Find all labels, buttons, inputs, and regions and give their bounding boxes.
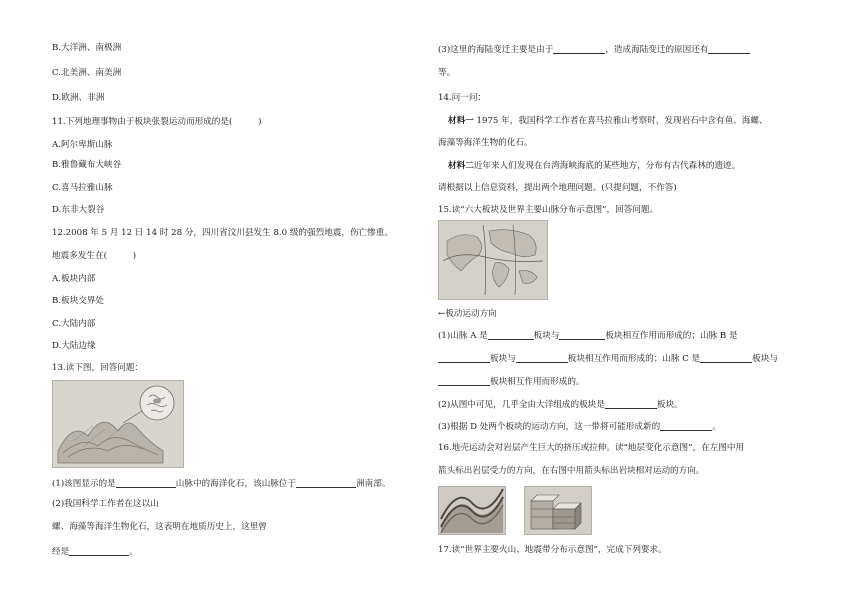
- q14-ask: 请根据以上信息资料，提出两个地理问题。(只提问题，不作答): [438, 183, 677, 193]
- q14-material-1: 材料一 1975 年，我国科学工作者在喜马拉雅山考察时，发现岩石中含有鱼、海螺、: [448, 116, 768, 126]
- q10-option-b: B.大洋洲、南极洲: [52, 43, 122, 53]
- q13-fossil-figure: [52, 380, 184, 468]
- answer-blank[interactable]: [69, 546, 129, 556]
- q15-sub1-line2: 板块与 板块相互作用而形成的；山脉 C 是 板块与: [438, 353, 778, 364]
- q13-sub2-line3: 经是 。: [52, 547, 138, 557]
- q15-plate-map-figure: [438, 220, 548, 300]
- q12-stem-line1: 12.2008 年 5 月 12 日 14 时 28 分，四川省汶川县发生 8.0 级的强烈地震，伤亡惨重。: [52, 228, 393, 238]
- fold-strata-drawing: [439, 487, 505, 534]
- fault-block-drawing: [525, 487, 591, 534]
- answer-blank[interactable]: [438, 353, 490, 363]
- q15-legend: ←板动运动方向: [438, 309, 497, 319]
- q11-option-d: D.东非大裂谷: [52, 205, 105, 215]
- q10-option-d: D.欧洲、非洲: [52, 93, 105, 103]
- answer-blank[interactable]: [116, 478, 176, 488]
- q13-sub3-line2: 等。: [438, 68, 456, 78]
- answer-blank[interactable]: [553, 44, 605, 54]
- q13-sub3-line1: (3)这里的海陆变迁主要是由于 ，造成海陆变迁的原因还有: [438, 44, 750, 55]
- answer-blank[interactable]: [296, 478, 356, 488]
- q14-stem: 14.问一问：: [438, 93, 487, 103]
- q10-option-c: C.北美洲、南美洲: [52, 68, 122, 78]
- q15-sub1-line1: (1)山脉 A 是 板块与 板块相互作用而形成的；山脉 B 是: [438, 331, 738, 341]
- q16-fault-figure: [524, 486, 592, 535]
- q14-material-1-line2: 海藻等海洋生物的化石。: [438, 138, 533, 148]
- q15-sub3: (3)根据 D 处两个板块的运动方向，这一带将可能形成新的 。: [438, 422, 721, 432]
- q16-line2: 箭头标出岩层受力的方向，在右图中用箭头标出岩块相对运动的方向。: [438, 466, 705, 476]
- fossil-mountain-drawing: [53, 381, 183, 467]
- q16-fold-figure: [438, 486, 506, 535]
- q12-option-b: B.板块交界处: [52, 296, 105, 306]
- q16-line1: 16.地壳运动会对岩层产生巨大的挤压或拉伸。读“地层变化示意图”，在左图中用: [438, 443, 745, 453]
- q17-stem: 17.读“世界主要火山、地震带分布示意图”，完成下列要求。: [438, 545, 667, 555]
- q13-sub1: (1)该图显示的是 山脉中的海洋化石，该山脉位于 洲南部。: [52, 479, 391, 489]
- answer-blank[interactable]: [605, 399, 657, 409]
- answer-blank[interactable]: [516, 353, 568, 363]
- answer-blank[interactable]: [660, 421, 712, 431]
- answer-blank[interactable]: [488, 330, 534, 340]
- answer-blank[interactable]: [700, 353, 752, 363]
- q11-option-c: C.喜马拉雅山脉: [52, 183, 113, 193]
- answer-blank[interactable]: [559, 330, 605, 340]
- q11-stem: 11.下列地理事物由于板块张裂运动而形成的是( ): [52, 117, 262, 127]
- q14-material-2: 材料二近年来人们发现在台湾海峡海底的某些地方，分布有古代森林的遗迹。: [448, 161, 741, 171]
- answer-blank[interactable]: [708, 44, 750, 54]
- plate-map-drawing: [439, 221, 547, 299]
- q15-stem: 15.读“六大板块及世界主要山脉分布示意图”，回答问题。: [438, 205, 659, 215]
- q12-option-c: C.大陆内部: [52, 319, 96, 329]
- q13-stem: 13.读下图，回答问题：: [52, 363, 144, 373]
- q13-sub2-line1: (2)我国科学工作者在这以山: [52, 499, 159, 509]
- q15-sub2: (2)从图中可见，几乎全由大洋组成的板块是 板块。: [438, 400, 683, 410]
- q12-stem-line2: 地震多发生在( ): [52, 251, 137, 261]
- answer-blank[interactable]: [438, 376, 490, 386]
- q12-option-d: D.大陆边缘: [52, 341, 96, 351]
- q13-sub2-line2: 螺、海藻等海洋生物化石，这表明在地质历史上，这里曾: [52, 522, 267, 532]
- q11-option-b: B.雅鲁藏布大峡谷: [52, 160, 122, 170]
- q15-sub1-line3: 板块相互作用而形成的。: [438, 376, 585, 387]
- q12-option-a: A.板块内部: [52, 274, 96, 284]
- q11-option-a: A.阿尔卑斯山脉: [52, 140, 113, 150]
